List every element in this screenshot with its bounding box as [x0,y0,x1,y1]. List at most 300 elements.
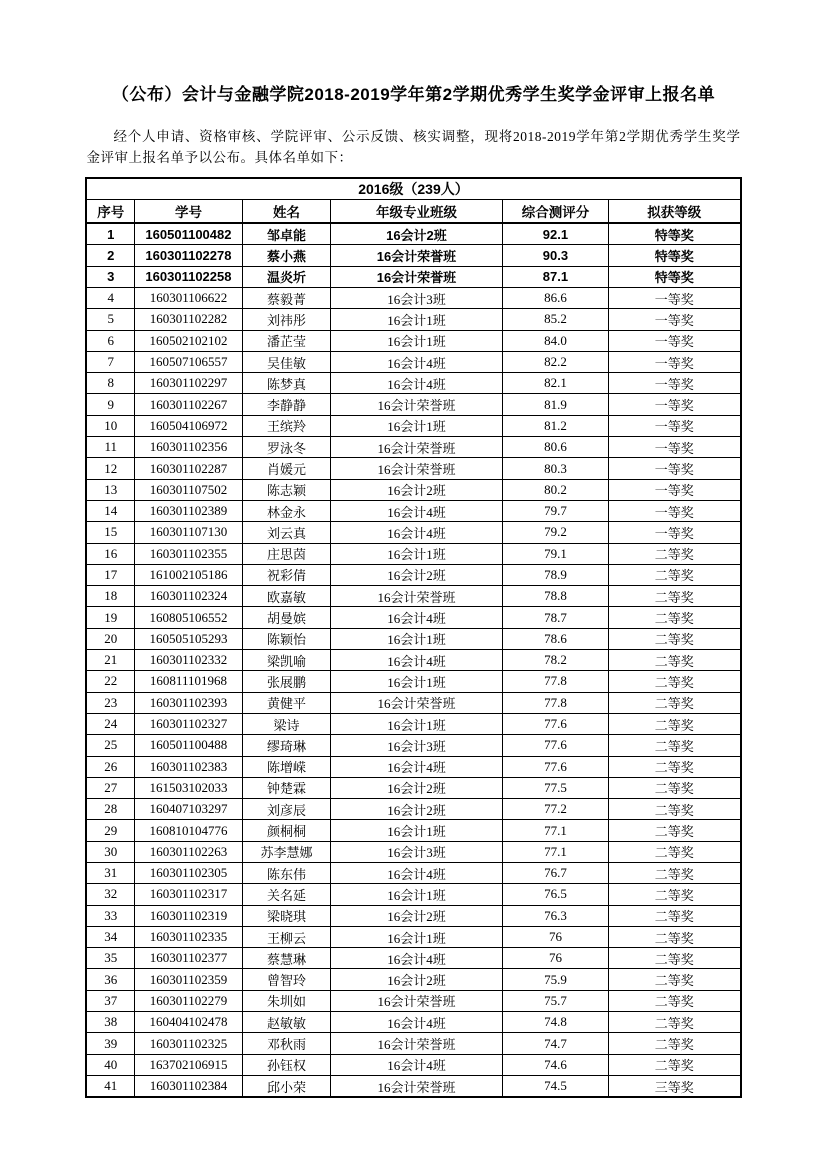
table-cell: 16会计1班 [330,628,502,649]
table-row [86,735,740,756]
table-row [86,650,740,671]
table-row [86,415,740,436]
table-cell: 17 [86,564,134,585]
table-cell: 钟楚霖 [242,777,330,798]
table-cell: 81.2 [502,415,608,436]
table-cell: 160301102282 [134,309,242,330]
table-cell: 二等奖 [608,777,740,798]
table-cell: 16会计荣誉班 [330,245,502,266]
table-cell: 16会计4班 [330,650,502,671]
table-cell: 一等奖 [608,522,740,543]
table-cell: 160301102263 [134,841,242,862]
table-cell: 邹卓能 [242,223,330,245]
table-cell: 23 [86,692,134,713]
table-cell: 160301102287 [134,458,242,479]
table-cell: 160301102383 [134,756,242,777]
table-cell: 160301102278 [134,245,242,266]
table-cell: 160301102327 [134,713,242,734]
table-cell: 16会计3班 [330,841,502,862]
table-cell: 76.7 [502,863,608,884]
table-cell: 罗泳冬 [242,437,330,458]
table-cell: 80.2 [502,479,608,500]
table-cell: 160505105293 [134,628,242,649]
table-cell: 160301102332 [134,650,242,671]
table-cell: 一等奖 [608,500,740,521]
table-cell: 80.3 [502,458,608,479]
table-row [86,799,740,820]
table-cell: 9 [86,394,134,415]
table-row [86,820,740,841]
table-cell: 160502102102 [134,330,242,351]
table-cell: 78.8 [502,586,608,607]
table-cell: 16会计荣誉班 [330,586,502,607]
table-cell: 16会计3班 [330,735,502,756]
table-cell: 79.7 [502,500,608,521]
table-row [86,373,740,394]
table-row [86,948,740,969]
table-cell: 一等奖 [608,330,740,351]
table-cell: 16会计4班 [330,607,502,628]
table-cell: 160810104776 [134,820,242,841]
table-cell: 80.6 [502,437,608,458]
table-cell: 16会计1班 [330,309,502,330]
table-cell: 陈增嵘 [242,756,330,777]
table-cell: 陈志颖 [242,479,330,500]
table-cell: 一等奖 [608,479,740,500]
table-cell: 二等奖 [608,990,740,1011]
column-header: 学号 [134,200,242,224]
table-cell: 16会计1班 [330,415,502,436]
table-cell: 34 [86,926,134,947]
table-row [86,564,740,585]
table-cell: 特等奖 [608,245,740,266]
table-cell: 16会计荣誉班 [330,1033,502,1054]
table-cell: 160301102325 [134,1033,242,1054]
group-header-row [86,178,740,200]
table-cell: 163702106915 [134,1054,242,1075]
table-cell: 特等奖 [608,223,740,245]
table-cell: 16会计2班 [330,479,502,500]
table-cell: 78.2 [502,650,608,671]
table-cell: 86.6 [502,287,608,308]
table-cell: 邱小荣 [242,1075,330,1097]
column-header: 综合测评分 [502,200,608,224]
table-cell: 欧嘉敏 [242,586,330,607]
table-cell: 二等奖 [608,948,740,969]
table-cell: 78.6 [502,628,608,649]
table-cell: 75.7 [502,990,608,1011]
table-cell: 王缤羚 [242,415,330,436]
table-cell: 2 [86,245,134,266]
table-cell: 16会计1班 [330,713,502,734]
table-cell: 33 [86,905,134,926]
table-cell: 二等奖 [608,735,740,756]
table-cell: 160501100482 [134,223,242,245]
table-cell: 16会计4班 [330,863,502,884]
table-cell: 肖媛元 [242,458,330,479]
table-cell: 29 [86,820,134,841]
table-cell: 24 [86,713,134,734]
table-cell: 二等奖 [608,863,740,884]
table-cell: 苏李慧娜 [242,841,330,862]
table-cell: 160301102319 [134,905,242,926]
table-cell: 26 [86,756,134,777]
table-cell: 16会计4班 [330,351,502,372]
table-cell: 16会计2班 [330,777,502,798]
table-cell: 161503102033 [134,777,242,798]
table-cell: 二等奖 [608,969,740,990]
table-cell: 160301106622 [134,287,242,308]
table-row [86,351,740,372]
table-cell: 160301102335 [134,926,242,947]
table-cell: 三等奖 [608,1075,740,1097]
table-cell: 85.2 [502,309,608,330]
table-cell: 二等奖 [608,1033,740,1054]
table-row [86,756,740,777]
table-cell: 160501100488 [134,735,242,756]
table-cell: 16会计1班 [330,884,502,905]
table-row [86,287,740,308]
table-row [86,330,740,351]
table-cell: 16会计4班 [330,500,502,521]
table-row [86,884,740,905]
table-cell: 赵敏敏 [242,1012,330,1033]
table-cell: 16会计4班 [330,1054,502,1075]
table-cell: 160301102324 [134,586,242,607]
table-cell: 31 [86,863,134,884]
table-cell: 一等奖 [608,309,740,330]
table-cell: 16会计4班 [330,373,502,394]
group-header-cell: 2016级（239人） [86,178,740,200]
table-cell: 二等奖 [608,713,740,734]
table-cell: 二等奖 [608,884,740,905]
table-cell: 13 [86,479,134,500]
table-cell: 二等奖 [608,841,740,862]
table-cell: 20 [86,628,134,649]
table-cell: 160301102258 [134,266,242,287]
table-cell: 160507106557 [134,351,242,372]
table-cell: 76 [502,948,608,969]
table-row [86,671,740,692]
table-cell: 16会计3班 [330,287,502,308]
table-cell: 二等奖 [608,650,740,671]
table-cell: 82.2 [502,351,608,372]
table-cell: 160805106552 [134,607,242,628]
table-cell: 一等奖 [608,287,740,308]
table-cell: 160301102359 [134,969,242,990]
table-cell: 77.8 [502,692,608,713]
table-cell: 一等奖 [608,458,740,479]
column-header-row [86,200,740,224]
table-cell: 曾智玲 [242,969,330,990]
table-cell: 76 [502,926,608,947]
table-cell: 14 [86,500,134,521]
table-cell: 77.1 [502,841,608,862]
table-cell: 40 [86,1054,134,1075]
table-cell: 潘芷莹 [242,330,330,351]
table-cell: 邓秋雨 [242,1033,330,1054]
table-cell: 刘云真 [242,522,330,543]
table-cell: 36 [86,969,134,990]
table-cell: 78.7 [502,607,608,628]
table-cell: 梁晓琪 [242,905,330,926]
table-row [86,905,740,926]
table-cell: 二等奖 [608,820,740,841]
table-cell: 77.6 [502,735,608,756]
table-cell: 30 [86,841,134,862]
table-row [86,969,740,990]
table-cell: 87.1 [502,266,608,287]
table-cell: 18 [86,586,134,607]
table-cell: 12 [86,458,134,479]
table-cell: 77.5 [502,777,608,798]
table-cell: 21 [86,650,134,671]
table-row [86,479,740,500]
table-cell: 温炎圻 [242,266,330,287]
table-row [86,245,740,266]
table-cell: 3 [86,266,134,287]
table-row [86,543,740,564]
table-cell: 一等奖 [608,437,740,458]
table-cell: 陈梦真 [242,373,330,394]
table-row [86,586,740,607]
table-cell: 16会计4班 [330,522,502,543]
table-row [86,394,740,415]
table-cell: 160301102305 [134,863,242,884]
table-cell: 10 [86,415,134,436]
table-cell: 74.7 [502,1033,608,1054]
table-cell: 27 [86,777,134,798]
table-cell: 92.1 [502,223,608,245]
table-cell: 79.1 [502,543,608,564]
table-cell: 160301102377 [134,948,242,969]
table-cell: 82.1 [502,373,608,394]
table-cell: 8 [86,373,134,394]
table-cell: 胡曼嫔 [242,607,330,628]
table-cell: 160407103297 [134,799,242,820]
table-cell: 11 [86,437,134,458]
table-cell: 79.2 [502,522,608,543]
table-cell: 25 [86,735,134,756]
table-cell: 160301102384 [134,1075,242,1097]
table-cell: 160301102279 [134,990,242,1011]
table-cell: 160301102356 [134,437,242,458]
table-row [86,841,740,862]
table-cell: 37 [86,990,134,1011]
table-cell: 77.6 [502,713,608,734]
table-cell: 二等奖 [608,1012,740,1033]
table-row [86,990,740,1011]
table-cell: 刘彦辰 [242,799,330,820]
table-cell: 吴佳敏 [242,351,330,372]
table-cell: 一等奖 [608,373,740,394]
table-row [86,1054,740,1075]
table-cell: 关名延 [242,884,330,905]
table-cell: 一等奖 [608,415,740,436]
table-cell: 161002105186 [134,564,242,585]
table-cell: 王柳云 [242,926,330,947]
table-cell: 陈颖怡 [242,628,330,649]
table-cell: 32 [86,884,134,905]
table-row [86,500,740,521]
table-cell: 77.1 [502,820,608,841]
table-cell: 16会计荣誉班 [330,437,502,458]
intro-paragraph: 经个人申请、资格审核、学院评审、公示反馈、核实调整，现将2018-2019学年第2学期优秀学生奖学金评审上报名单予以公布。具体名单如下： [86,129,741,166]
table-row [86,863,740,884]
table-cell: 90.3 [502,245,608,266]
table-cell: 二等奖 [608,543,740,564]
table-cell: 39 [86,1033,134,1054]
table-cell: 160301102389 [134,500,242,521]
table-cell: 蔡毅菁 [242,287,330,308]
table-cell: 二等奖 [608,1054,740,1075]
table-row [86,1033,740,1054]
table-cell: 1 [86,223,134,245]
table-cell: 160301107130 [134,522,242,543]
table-cell: 蔡慧琳 [242,948,330,969]
table-row [86,266,740,287]
table-cell: 二等奖 [608,905,740,926]
table-cell: 16会计荣誉班 [330,1075,502,1097]
table-cell: 38 [86,1012,134,1033]
table-row [86,458,740,479]
table-cell: 78.9 [502,564,608,585]
table-cell: 35 [86,948,134,969]
table-cell: 16会计1班 [330,926,502,947]
table-row [86,1075,740,1097]
table-cell: 蔡小燕 [242,245,330,266]
table-cell: 160404102478 [134,1012,242,1033]
page-title: （公布）会计与金融学院2018-2019学年第2学期优秀学生奖学金评审上报名单 [111,85,716,104]
table-cell: 22 [86,671,134,692]
table-cell: 160301102297 [134,373,242,394]
table-cell: 二等奖 [608,628,740,649]
table-cell: 75.9 [502,969,608,990]
column-header: 序号 [86,200,134,224]
scholarship-table [85,177,741,1098]
table-cell: 16会计2班 [330,905,502,926]
table-cell: 74.5 [502,1075,608,1097]
table-cell: 二等奖 [608,564,740,585]
table-cell: 7 [86,351,134,372]
table-cell: 16会计荣誉班 [330,266,502,287]
table-cell: 5 [86,309,134,330]
table-cell: 颜桐桐 [242,820,330,841]
table-cell: 160301102267 [134,394,242,415]
table-cell: 16会计2班 [330,223,502,245]
table-cell: 梁诗 [242,713,330,734]
table-cell: 朱圳如 [242,990,330,1011]
table-cell: 16会计荣誉班 [330,394,502,415]
table-cell: 一等奖 [608,351,740,372]
table-cell: 160504106972 [134,415,242,436]
table-row [86,223,740,245]
table-cell: 76.3 [502,905,608,926]
table-cell: 二等奖 [608,756,740,777]
table-cell: 4 [86,287,134,308]
table-cell: 76.5 [502,884,608,905]
table-cell: 陈东伟 [242,863,330,884]
table-cell: 刘祎彤 [242,309,330,330]
table-cell: 16会计1班 [330,671,502,692]
table-cell: 二等奖 [608,692,740,713]
table-row [86,926,740,947]
table-cell: 16会计2班 [330,969,502,990]
table-cell: 81.9 [502,394,608,415]
table-cell: 二等奖 [608,607,740,628]
table-cell: 16会计荣誉班 [330,692,502,713]
table-row [86,522,740,543]
table-cell: 74.6 [502,1054,608,1075]
table-cell: 160301102317 [134,884,242,905]
table-cell: 李静静 [242,394,330,415]
column-header: 拟获等级 [608,200,740,224]
roster-body [86,223,740,1097]
table-row [86,1012,740,1033]
table-cell: 77.6 [502,756,608,777]
table-cell: 16会计1班 [330,543,502,564]
table-cell: 庄思茵 [242,543,330,564]
table-cell: 16会计4班 [330,948,502,969]
column-header: 年级专业班级 [330,200,502,224]
table-cell: 二等奖 [608,671,740,692]
table-cell: 二等奖 [608,926,740,947]
table-cell: 16会计1班 [330,820,502,841]
table-cell: 16会计2班 [330,799,502,820]
table-cell: 16会计1班 [330,330,502,351]
table-row [86,713,740,734]
column-header: 姓名 [242,200,330,224]
table-cell: 15 [86,522,134,543]
table-cell: 74.8 [502,1012,608,1033]
table-cell: 160301107502 [134,479,242,500]
table-row [86,692,740,713]
table-cell: 16会计荣誉班 [330,990,502,1011]
table-cell: 16会计2班 [330,564,502,585]
table-cell: 孙钰权 [242,1054,330,1075]
table-cell: 160301102355 [134,543,242,564]
table-cell: 16会计4班 [330,756,502,777]
table-row [86,628,740,649]
table-cell: 黄健平 [242,692,330,713]
table-cell: 77.8 [502,671,608,692]
table-cell: 160811101968 [134,671,242,692]
table-cell: 28 [86,799,134,820]
table-cell: 16会计荣誉班 [330,458,502,479]
table-row [86,437,740,458]
table-cell: 二等奖 [608,586,740,607]
table-cell: 缪琦琳 [242,735,330,756]
table-cell: 16会计4班 [330,1012,502,1033]
table-cell: 林金永 [242,500,330,521]
table-cell: 160301102393 [134,692,242,713]
table-cell: 16 [86,543,134,564]
table-cell: 77.2 [502,799,608,820]
table-row [86,607,740,628]
table-cell: 41 [86,1075,134,1097]
table-row [86,309,740,330]
table-cell: 张展鹏 [242,671,330,692]
table-cell: 84.0 [502,330,608,351]
table-cell: 祝彩倩 [242,564,330,585]
table-row [86,777,740,798]
table-cell: 6 [86,330,134,351]
table-cell: 一等奖 [608,394,740,415]
table-cell: 特等奖 [608,266,740,287]
table-cell: 二等奖 [608,799,740,820]
table-cell: 梁凯喻 [242,650,330,671]
table-cell: 19 [86,607,134,628]
